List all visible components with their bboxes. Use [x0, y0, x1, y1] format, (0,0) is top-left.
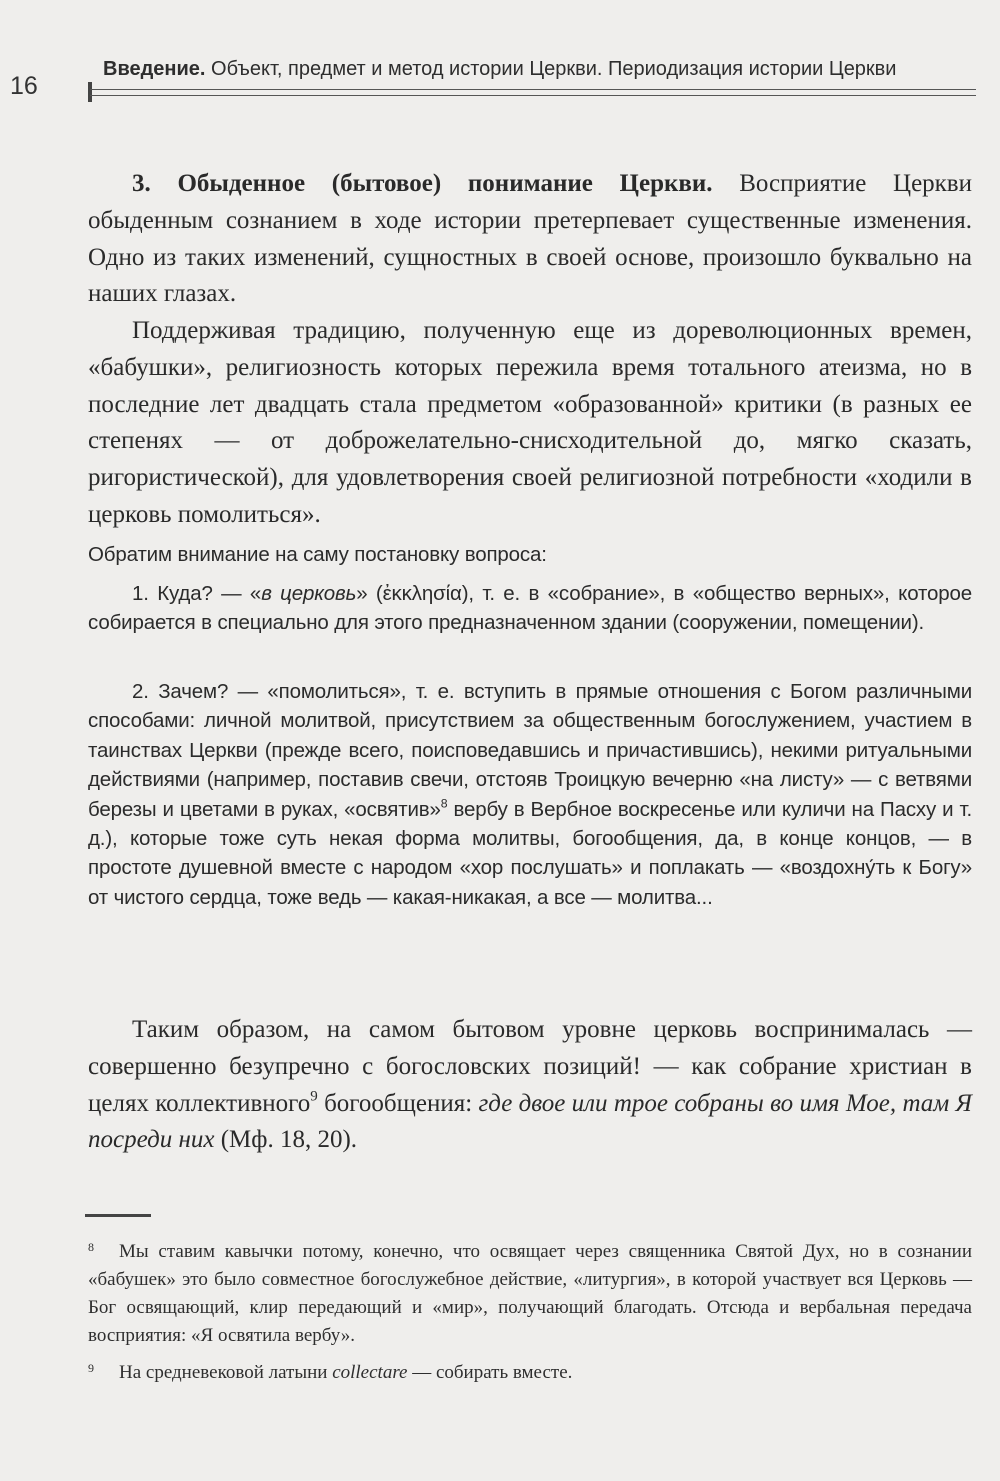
scripture-reference: (Мф. 18, 20).	[214, 1126, 358, 1154]
running-head-title: Объект, предмет и метод истории Церкви. Периодизация истории Церкви	[205, 58, 897, 80]
question-item-2	[88, 677, 972, 912]
question-item-1	[88, 579, 972, 638]
item-2-start: 2. Зачем? — «помолиться», т. е. вступить в прямые отношения с Богом различными способами: личной молитвой, присутствием за общественным богослужением, участием в таинствах Церкви (прежде всего, поисповедавшись и причастившись), некими ритуальными действиями (например, поставив свечи, отстояв Троицкую вечерню «на листу» — с ветвями березы и цветами в руках, «освятив»	[88, 680, 972, 821]
page-number: 16	[10, 72, 38, 100]
footnote-9-end: — собирать вместе.	[407, 1362, 573, 1383]
footnote-separator	[85, 1214, 151, 1217]
item-1-end: » (ἐκκλησία), т. е. в «собрание», в «общество верных», которое собирается в специально для этого предназначенном здании (сооружении, помещении).	[88, 582, 973, 635]
conclusion-start: Таким образом, на самом бытовом уровне церковь воспринималась — совершенно безупречно с богословских позиций! — как собрание христиан в целях коллективного	[88, 1016, 972, 1117]
footnote-9-latin: collectare	[332, 1362, 408, 1383]
footnote-8: 8 Мы ставим кавычки потому, конечно, что освящает через священника Святой Дух, но в сознании «бабушек» это было совместное богослужебное действие, «литургия», в которой участвует вся Церковь — Бог освящающий, клир передающий и «мир», получающий благодать. Отсюда и вербальная передача восприятия: «Я освятила вербу».	[88, 1240, 972, 1346]
footnote-ref-9[interactable]: 9	[310, 1088, 318, 1105]
header-double-rule	[90, 89, 976, 96]
item-2-end: вербу в Вербное воскресенье или куличи на Пасху и т. д.), которые тоже суть некая форма молитвы, богообщения, да, в конце концов, — в простоте душевной вместе с народом «хор послушать» и поплакать — «воздохну́ть к Богу» от чистого сердца, тоже ведь — какая-никакая, а все — молитва...	[88, 797, 972, 909]
question-intro: Обратим внимание на саму постановку вопроса:	[88, 543, 547, 566]
footnote-9-start: На средневековой латыни	[119, 1362, 333, 1383]
item-1-italic: в церковь	[261, 582, 357, 605]
item-1-start: 1. Куда? — «	[132, 582, 262, 605]
footnote-8-text: Мы ставим кавычки потому, конечно, что освящает через священника Святой Дух, но в сознании «бабушек» это было совместное богослужебное действие, «литургия», в которой участвует вся Церковь — Бог освящающий, клир передающий и «мир», получающий благодать. Отсюда и вербальная передача восприятия: «Я освятила вербу».	[88, 1241, 972, 1346]
running-head	[103, 58, 896, 81]
scripture-quote: где двое или трое собраны во имя Мое, там Я посреди них	[88, 1089, 972, 1154]
paragraph-babushki: Поддерживая традицию, полученную еще из дореволюционных времен, «бабушки», религиозность которых пережила время тотального атеизма, но в последние лет двадцать стала предметом «образованной» критики (в разных ее степенях — от доброжелательно-снисходительной до, мягко сказать, ригористической), для удовлетворения своей религиозной потребности «ходили в церковь помолиться».	[88, 317, 972, 528]
footnote-ref-8[interactable]: 8	[440, 796, 448, 811]
conclusion-paragraph	[88, 1012, 972, 1159]
running-head-bold: Введение.	[103, 58, 206, 80]
section-3-heading: 3. Обыденное (бытовое) понимание Церкви.	[132, 170, 713, 197]
section-3-paragraph	[88, 166, 972, 313]
footnote-9: 9 На средневековой латыни collectare — собирать вместе.	[88, 1361, 573, 1383]
section-3-text: Восприятие Церкви обыденным сознанием в ходе истории претерпевает существенные изменения. Одно из таких изменений, сущностных в своей основе, произошло буквально на наших глазах.	[88, 170, 972, 308]
conclusion-mid: богообщения:	[317, 1089, 479, 1117]
